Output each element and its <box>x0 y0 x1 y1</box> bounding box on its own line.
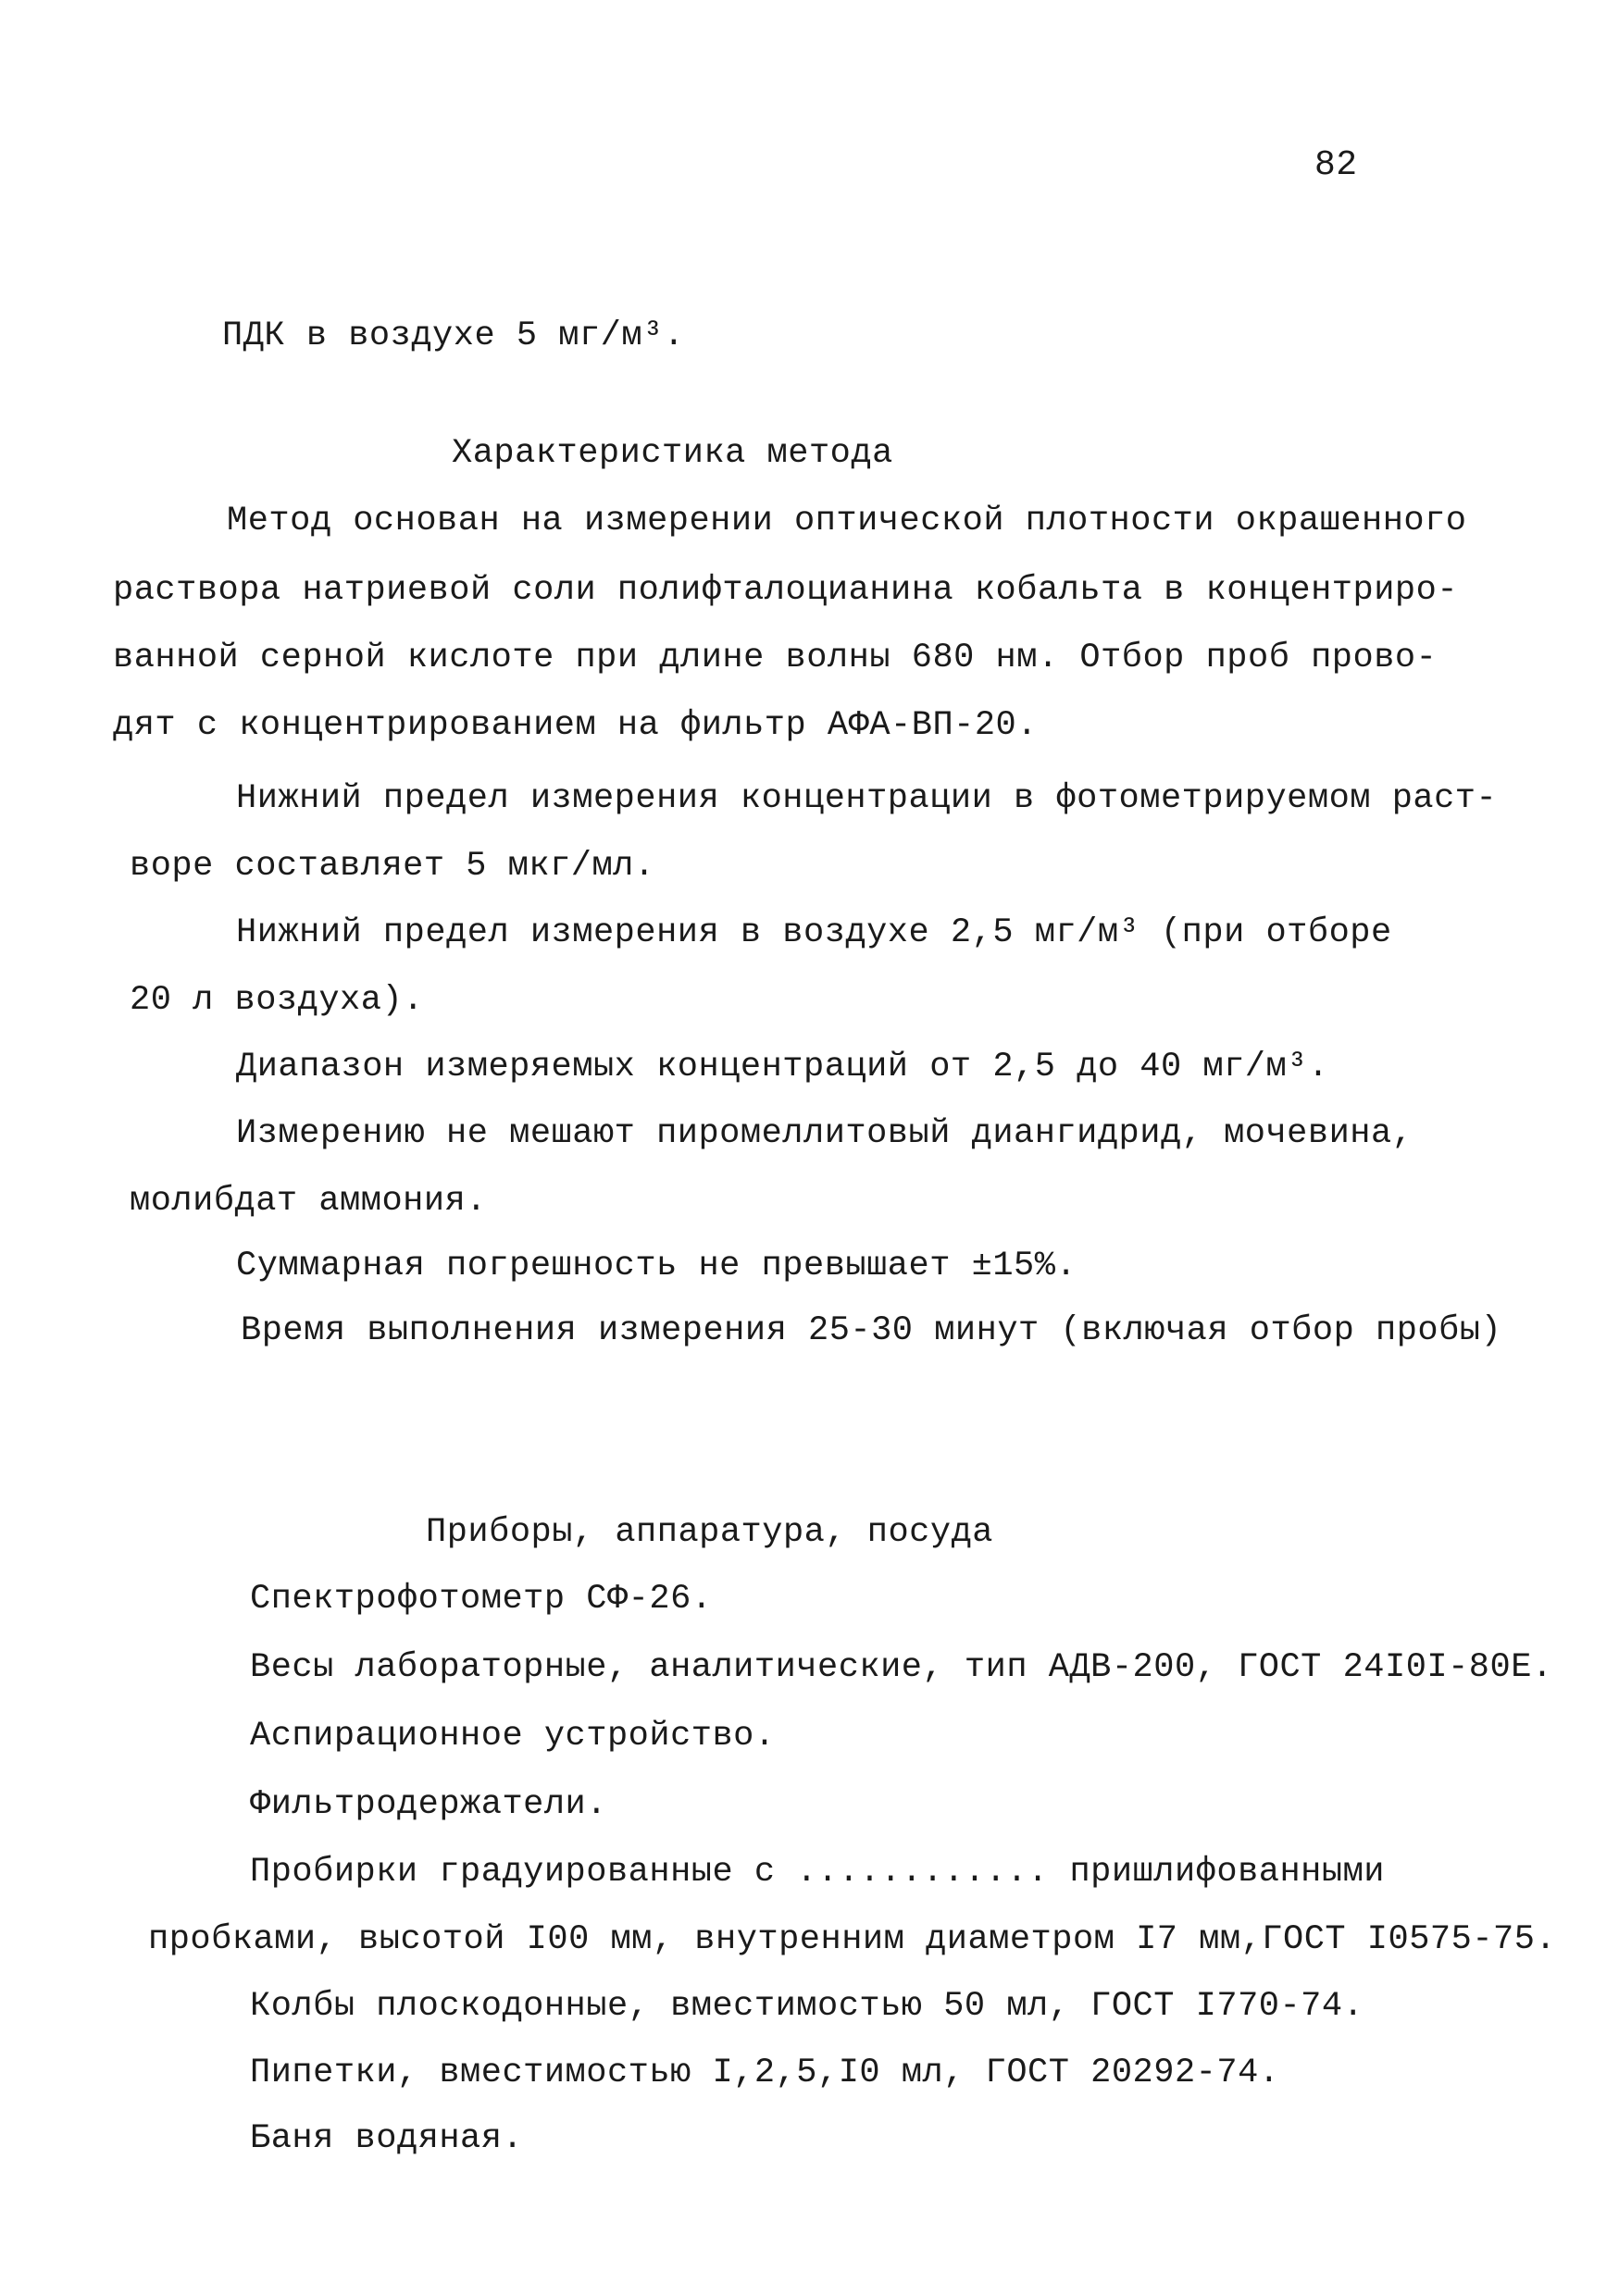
equipment-item: пробками, высотой I00 мм, внутренним диаметром I7 мм,ГОСТ I0575-75. <box>148 1920 1557 1959</box>
equipment-item: Весы лабораторные, аналитические, тип АДВ-200, ГОСТ 24I0I-80Е. <box>250 1648 1553 1687</box>
method-line: Измерению не мешают пиромеллитовый диангидрид, мочевина, <box>236 1114 1414 1153</box>
equipment-item: Колбы плоскодонные, вместимостью 50 мл, ГОСТ I770-74. <box>250 1987 1364 2026</box>
method-line: молибдат аммония. <box>130 1182 487 1221</box>
equipment-item: Пипетки, вместимостью I,2,5,I0 мл, ГОСТ 20292-74. <box>250 2054 1280 2092</box>
method-line: 20 л воздуха). <box>130 981 424 1020</box>
method-line: Суммарная погрешность не превышает ±15%. <box>236 1247 1077 1285</box>
section-heading-method: Характеристика метода <box>452 434 893 473</box>
method-line: Нижний предел измерения концентрации в фотометрируемом раст- <box>236 779 1498 818</box>
page-number: 82 <box>1314 145 1358 185</box>
method-line: раствора натриевой соли полифталоцианина кобальта в концентриро- <box>113 571 1459 610</box>
equipment-item: Спектрофотометр СФ-26. <box>250 1580 713 1619</box>
equipment-item: Аспирационное устройство. <box>250 1717 776 1756</box>
method-line: ванной серной кислоте при длине волны 680 нм. Отбор проб прово- <box>113 639 1438 677</box>
method-line: Метод основан на измерении оптической плотности окрашенного <box>227 502 1467 540</box>
equipment-item: Пробирки градуированные с ............ пришлифованными <box>250 1853 1385 1892</box>
method-line: воре составляет 5 мкг/мл. <box>130 847 655 886</box>
section-heading-equipment: Приборы, аппаратура, посуда <box>426 1513 993 1552</box>
method-line: Время выполнения измерения 25-30 минут (включая отбор пробы) <box>241 1311 1502 1350</box>
method-line: дят с концентрированием на фильтр АФА-ВП-20. <box>113 706 1038 745</box>
equipment-item: Фильтродержатели. <box>250 1785 607 1824</box>
pdk-line: ПДК в воздухе 5 мг/м³. <box>222 316 685 355</box>
equipment-item: Баня водяная. <box>250 2119 524 2158</box>
method-line: Диапазон измеряемых концентраций от 2,5 до 40 мг/м³. <box>236 1048 1329 1086</box>
method-line: Нижний предел измерения в воздухе 2,5 мг/м³ (при отборе <box>236 913 1392 952</box>
